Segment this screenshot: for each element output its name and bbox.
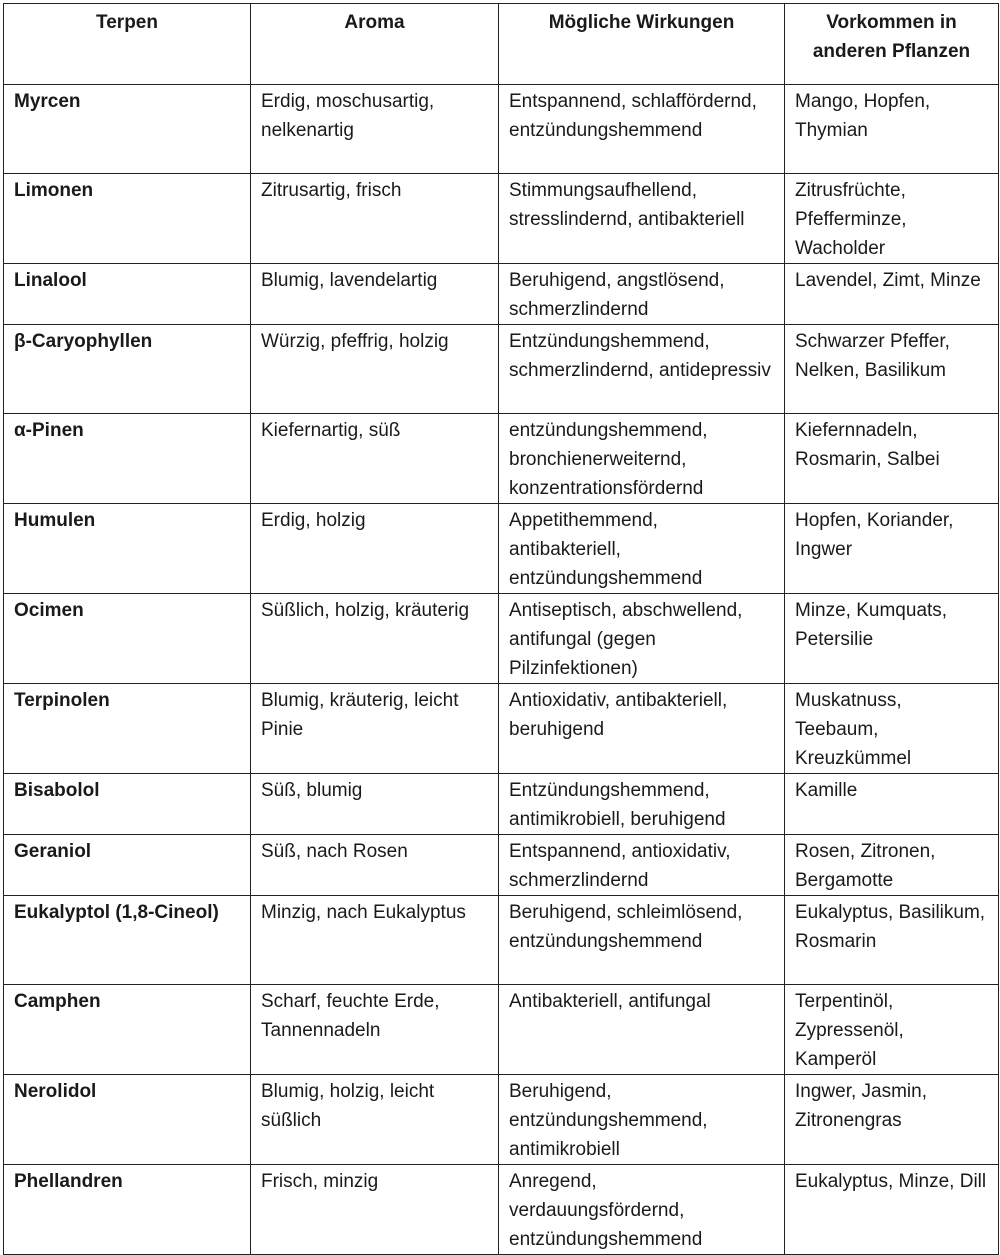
wirkungen-cell: Antiseptisch, abschwellend, antifungal (gegen Pilzinfektionen) xyxy=(499,594,785,684)
terpen-cell: Eukalyptol (1,8-Cineol) xyxy=(4,896,251,985)
header-wirkungen: Mögliche Wirkungen xyxy=(499,4,785,85)
wirkungen-cell: entzündungshemmend, bronchienerweiternd, konzentrationsfördernd xyxy=(499,414,785,504)
vorkommen-cell: Eukalyptus, Basilikum, Rosmarin xyxy=(785,896,999,985)
header-terpen: Terpen xyxy=(4,4,251,85)
wirkungen-cell: Beruhigend, schleimlösend, entzündungshemmend xyxy=(499,896,785,985)
aroma-cell: Blumig, holzig, leicht süßlich xyxy=(251,1075,499,1165)
terpen-cell: α-Pinen xyxy=(4,414,251,504)
header-vorkommen: Vorkommen in anderen Pflanzen xyxy=(785,4,999,85)
header-aroma: Aroma xyxy=(251,4,499,85)
aroma-cell: Erdig, moschusartig, nelkenartig xyxy=(251,85,499,174)
vorkommen-cell: Schwarzer Pfeffer, Nelken, Basilikum xyxy=(785,325,999,414)
aroma-cell: Würzig, pfeffrig, holzig xyxy=(251,325,499,414)
wirkungen-cell: Entspannend, antioxidativ, schmerzlindernd xyxy=(499,835,785,896)
vorkommen-cell: Kamille xyxy=(785,774,999,835)
terpen-cell: Limonen xyxy=(4,174,251,264)
wirkungen-cell: Anregend, verdauungsfördernd, entzündungshemmend xyxy=(499,1165,785,1255)
terpen-cell: Myrcen xyxy=(4,85,251,174)
terpen-cell: Ocimen xyxy=(4,594,251,684)
terpen-cell: Terpinolen xyxy=(4,684,251,774)
wirkungen-cell: Entspannend, schlaffördernd, entzündungshemmend xyxy=(499,85,785,174)
terpen-cell: β-Caryophyllen xyxy=(4,325,251,414)
table-row xyxy=(4,414,999,504)
aroma-cell: Scharf, feuchte Erde, Tannennadeln xyxy=(251,985,499,1075)
aroma-cell: Frisch, minzig xyxy=(251,1165,499,1255)
table-row xyxy=(4,985,999,1075)
vorkommen-cell: Hopfen, Koriander, Ingwer xyxy=(785,504,999,594)
vorkommen-cell: Rosen, Zitronen, Bergamotte xyxy=(785,835,999,896)
wirkungen-cell: Stimmungsaufhellend, stresslindernd, antibakteriell xyxy=(499,174,785,264)
vorkommen-cell: Minze, Kumquats, Petersilie xyxy=(785,594,999,684)
table-row xyxy=(4,896,999,985)
table-row xyxy=(4,264,999,325)
table-row xyxy=(4,835,999,896)
vorkommen-cell: Terpentinöl, Zypressenöl, Kamperöl xyxy=(785,985,999,1075)
terpen-cell: Camphen xyxy=(4,985,251,1075)
wirkungen-cell: Antibakteriell, antifungal xyxy=(499,985,785,1075)
terpen-cell: Humulen xyxy=(4,504,251,594)
terpen-cell: Linalool xyxy=(4,264,251,325)
table-row xyxy=(4,1165,999,1255)
wirkungen-cell: Appetithemmend, antibakteriell, entzündungshemmend xyxy=(499,504,785,594)
aroma-cell: Süßlich, holzig, kräuterig xyxy=(251,594,499,684)
aroma-cell: Erdig, holzig xyxy=(251,504,499,594)
vorkommen-cell: Muskatnuss, Teebaum, Kreuzkümmel xyxy=(785,684,999,774)
terpen-cell: Nerolidol xyxy=(4,1075,251,1165)
aroma-cell: Blumig, lavendelartig xyxy=(251,264,499,325)
aroma-cell: Blumig, kräuterig, leicht Pinie xyxy=(251,684,499,774)
terpene-table xyxy=(3,3,999,1255)
wirkungen-cell: Entzündungshemmend, schmerzlindernd, antidepressiv xyxy=(499,325,785,414)
vorkommen-cell: Kiefernnadeln, Rosmarin, Salbei xyxy=(785,414,999,504)
table-row xyxy=(4,774,999,835)
table-row xyxy=(4,504,999,594)
aroma-cell: Minzig, nach Eukalyptus xyxy=(251,896,499,985)
aroma-cell: Süß, nach Rosen xyxy=(251,835,499,896)
vorkommen-cell: Zitrusfrüchte, Pfefferminze, Wacholder xyxy=(785,174,999,264)
wirkungen-cell: Entzündungshemmend, antimikrobiell, beruhigend xyxy=(499,774,785,835)
aroma-cell: Kiefernartig, süß xyxy=(251,414,499,504)
terpen-cell: Phellandren xyxy=(4,1165,251,1255)
vorkommen-cell: Eukalyptus, Minze, Dill xyxy=(785,1165,999,1255)
terpen-cell: Bisabolol xyxy=(4,774,251,835)
wirkungen-cell: Beruhigend, angstlösend, schmerzlindernd xyxy=(499,264,785,325)
wirkungen-cell: Beruhigend, entzündungshemmend, antimikrobiell xyxy=(499,1075,785,1165)
table-header-row xyxy=(4,4,999,85)
table-row xyxy=(4,325,999,414)
vorkommen-cell: Ingwer, Jasmin, Zitronengras xyxy=(785,1075,999,1165)
wirkungen-cell: Antioxidativ, antibakteriell, beruhigend xyxy=(499,684,785,774)
vorkommen-cell: Mango, Hopfen, Thymian xyxy=(785,85,999,174)
table-row xyxy=(4,85,999,174)
aroma-cell: Zitrusartig, frisch xyxy=(251,174,499,264)
table-row xyxy=(4,684,999,774)
terpen-cell: Geraniol xyxy=(4,835,251,896)
table-row xyxy=(4,594,999,684)
table-row xyxy=(4,174,999,264)
vorkommen-cell: Lavendel, Zimt, Minze xyxy=(785,264,999,325)
aroma-cell: Süß, blumig xyxy=(251,774,499,835)
table-row xyxy=(4,1075,999,1165)
